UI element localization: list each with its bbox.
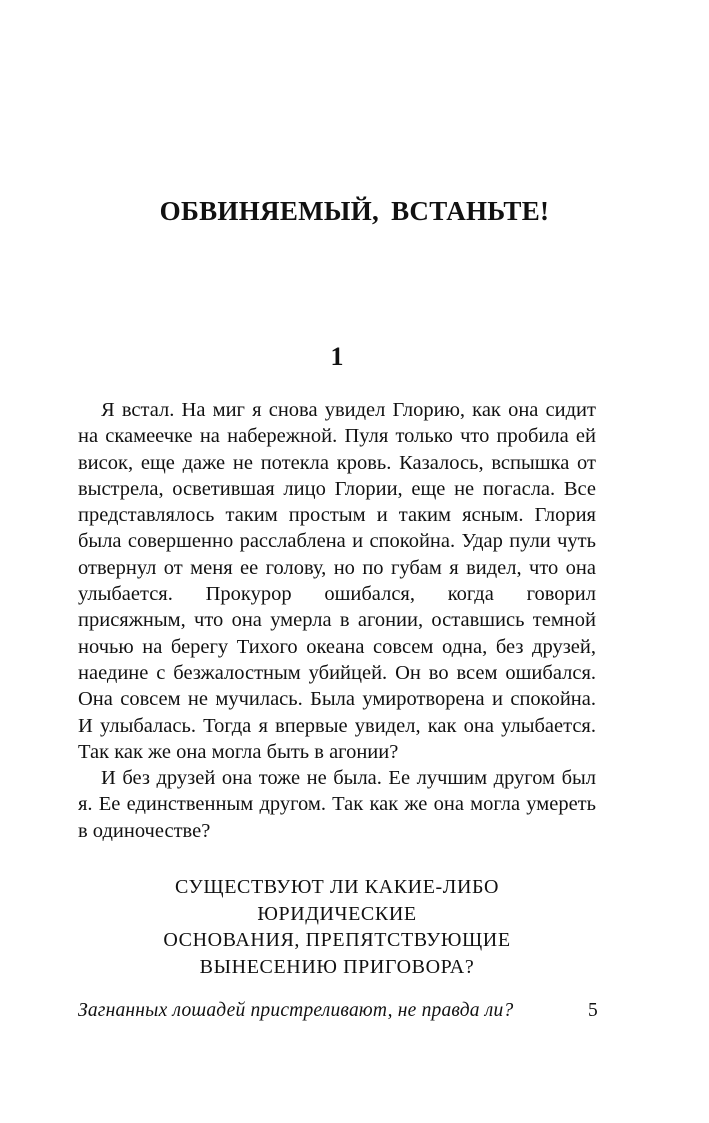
page-number: 5 [588, 1000, 598, 1021]
page-title: ОБВИНЯЕМЫЙ, ВСТАНЬТЕ! [159, 196, 550, 226]
section-heading-line: ОСНОВАНИЯ, ПРЕПЯТСТВУЮЩИЕ [163, 929, 511, 951]
section-heading-line: СУЩЕСТВУЮТ ЛИ КАКИЕ-ЛИБО [175, 876, 499, 898]
paragraph: И без друзей она тоже не была. Ее лучшим другом был я. Ее единственным другом. Так как же она могла умереть в одиночестве? [78, 767, 596, 842]
chapter-number: 1 [330, 342, 344, 371]
section-heading-line: ЮРИДИЧЕСКИЕ [257, 902, 417, 925]
running-footer-title: Загнанных лошадей пристреливают, не правда ли? [78, 1000, 514, 1021]
paragraph: Я встал. На миг я снова увидел Глорию, как она сидит на скамеечке на набережной. Пуля только что пробила ей висок, еще даже не потекла кровь. Казалось, вспышка от выстрела, осветившая лицо Глории, еще не погасла. Все представлялось таким простым и таким ясным. Глория была совершенно расслаблена и спокойна. Удар пули чуть отвернул от меня ее голову, но по губам я видел, что она улыбается. Прокурор ошибался, когда говорил присяжным, что она умерла в агонии, оставшись темной ночью на берегу Тихого океана совсем одна, без друзей, наедине с безжалостным убийцей. Он во всем ошибался. Она совсем не мучилась. Была умиротворена и спокойна. И улыбалась. Тогда я впервые увидел, как она улыбается. Так как же она могла быть в агонии? [78, 399, 596, 763]
section-heading [78, 874, 596, 980]
body-text [78, 397, 596, 844]
section-heading-line: ВЫНЕСЕНИЮ ПРИГОВОРА? [199, 955, 475, 978]
